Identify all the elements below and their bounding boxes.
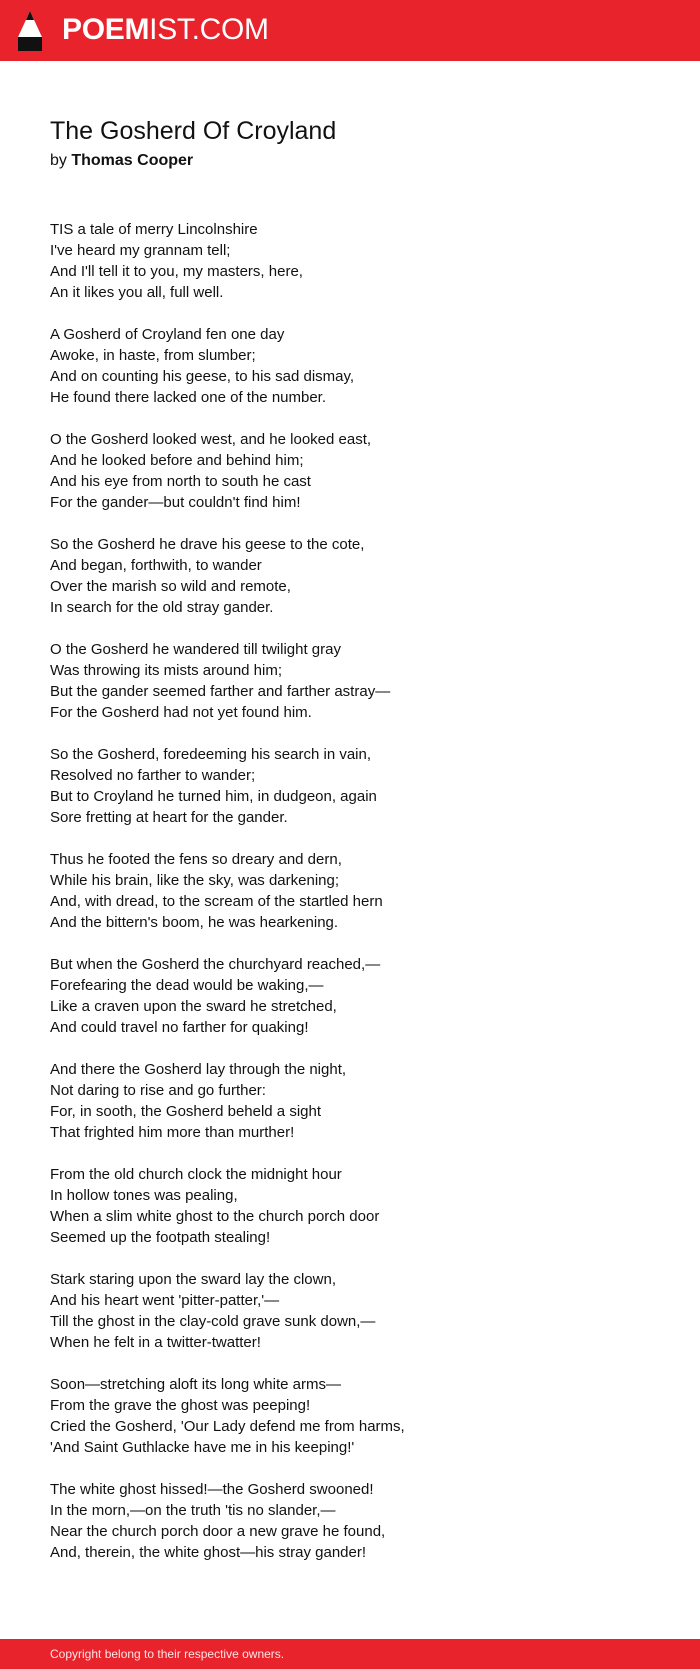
poem-line: So the Gosherd, foredeeming his search in vain, xyxy=(50,746,372,763)
site-footer xyxy=(0,1639,700,1669)
poem-line: A Gosherd of Croyland fen one day xyxy=(50,326,285,343)
poem-line: He found there lacked one of the number. xyxy=(50,389,327,406)
poem-line: For the gander—but couldn't find him! xyxy=(50,494,301,511)
poem-line: Till the ghost in the clay-cold grave sunk down,— xyxy=(50,1313,376,1330)
poem-line: And on counting his geese, to his sad dismay, xyxy=(50,368,355,385)
poem-line: For, in sooth, the Gosherd beheld a sight xyxy=(50,1103,322,1120)
poem-line: In hollow tones was pealing, xyxy=(50,1187,238,1204)
poem-line: Awoke, in haste, from slumber; xyxy=(50,347,256,364)
poem-line: In search for the old stray gander. xyxy=(50,599,274,616)
pen-nib-icon[interactable] xyxy=(16,10,44,52)
stanza xyxy=(50,1164,650,1248)
author-name: Thomas Cooper xyxy=(71,152,194,169)
stanza xyxy=(50,324,650,408)
poem-title: The Gosherd Of Croyland xyxy=(50,117,337,145)
poem-body xyxy=(50,219,650,1584)
poem-line: And he looked before and behind him; xyxy=(50,452,304,469)
stanza xyxy=(50,639,650,723)
poem-line: When he felt in a twitter-twatter! xyxy=(50,1334,261,1351)
poem-line: Not daring to rise and go further: xyxy=(50,1082,266,1099)
poem-line: And his heart went 'pitter-patter,'— xyxy=(50,1292,280,1309)
site-logo[interactable] xyxy=(62,12,269,48)
byline xyxy=(50,150,650,172)
poem-line: Sore fretting at heart for the gander. xyxy=(50,809,288,826)
poem-line: In the morn,—on the truth 'tis no slander,— xyxy=(50,1502,336,1519)
poem-line: But to Croyland he turned him, in dudgeon, again xyxy=(50,788,377,805)
poem-line: That frighted him more than murther! xyxy=(50,1124,295,1141)
poem-line: And the bittern's boom, he was hearkening. xyxy=(50,914,339,931)
poem-line: I've heard my grannam tell; xyxy=(50,242,231,259)
poem-line: Forefearing the dead would be waking,— xyxy=(50,977,324,994)
poem-line: But the gander seemed farther and farther astray— xyxy=(50,683,391,700)
stanza xyxy=(50,219,650,303)
poem-line: Like a craven upon the sward he stretched, xyxy=(50,998,337,1015)
stanza xyxy=(50,1059,650,1143)
poem-line: The white ghost hissed!—the Gosherd swooned! xyxy=(50,1481,374,1498)
poem-line: Cried the Gosherd, 'Our Lady defend me from harms, xyxy=(50,1418,405,1435)
poem-line: TIS a tale of merry Lincolnshire xyxy=(50,221,258,238)
stanza xyxy=(50,1374,650,1458)
poem-line: 'And Saint Guthlacke have me in his keeping!' xyxy=(50,1439,355,1456)
poem-line: And there the Gosherd lay through the night, xyxy=(50,1061,347,1078)
poem-line: While his brain, like the sky, was darkening; xyxy=(50,872,340,889)
poem-line: Soon—stretching aloft its long white arms— xyxy=(50,1376,341,1393)
stanza xyxy=(50,849,650,933)
stanza xyxy=(50,954,650,1038)
stanza xyxy=(50,744,650,828)
poem-line: From the grave the ghost was peeping! xyxy=(50,1397,311,1414)
poem-line: Thus he footed the fens so dreary and dern, xyxy=(50,851,342,868)
poem-line: When a slim white ghost to the church porch door xyxy=(50,1208,380,1225)
poem-line: Was throwing its mists around him; xyxy=(50,662,283,679)
copyright-text: Copyright belong to their respective owners. xyxy=(50,1647,285,1661)
poem-line: And began, forthwith, to wander xyxy=(50,557,262,574)
stanza xyxy=(50,534,650,618)
poem-line: Over the marish so wild and remote, xyxy=(50,578,291,595)
poem-line: And, with dread, to the scream of the startled hern xyxy=(50,893,383,910)
logo-text-light: IST.COM xyxy=(149,13,269,46)
poem-line: Seemed up the footpath stealing! xyxy=(50,1229,271,1246)
poem-line: But when the Gosherd the churchyard reached,— xyxy=(50,956,381,973)
poem-line: Near the church porch door a new grave he found, xyxy=(50,1523,386,1540)
poem-line: So the Gosherd he drave his geese to the cote, xyxy=(50,536,365,553)
poem-line: And I'll tell it to you, my masters, here, xyxy=(50,263,303,280)
stanza xyxy=(50,1269,650,1353)
poem-line: And, therein, the white ghost—his stray gander! xyxy=(50,1544,367,1561)
poem-line: For the Gosherd had not yet found him. xyxy=(50,704,312,721)
poem-line: And his eye from north to south he cast xyxy=(50,473,311,490)
stanza xyxy=(50,1479,650,1563)
poem-line: Resolved no farther to wander; xyxy=(50,767,256,784)
poem-header xyxy=(50,112,650,172)
poem-line: And could travel no farther for quaking! xyxy=(50,1019,309,1036)
by-label: by xyxy=(50,152,67,169)
poem-line: Stark staring upon the sward lay the clown, xyxy=(50,1271,336,1288)
poem-line: An it likes you all, full well. xyxy=(50,284,224,301)
site-header xyxy=(0,0,700,61)
poem-line: From the old church clock the midnight hour xyxy=(50,1166,342,1183)
stanza xyxy=(50,429,650,513)
logo-text-bold: POEM xyxy=(62,13,150,46)
poem-line: O the Gosherd looked west, and he looked east, xyxy=(50,431,372,448)
poem-line: O the Gosherd he wandered till twilight gray xyxy=(50,641,341,658)
